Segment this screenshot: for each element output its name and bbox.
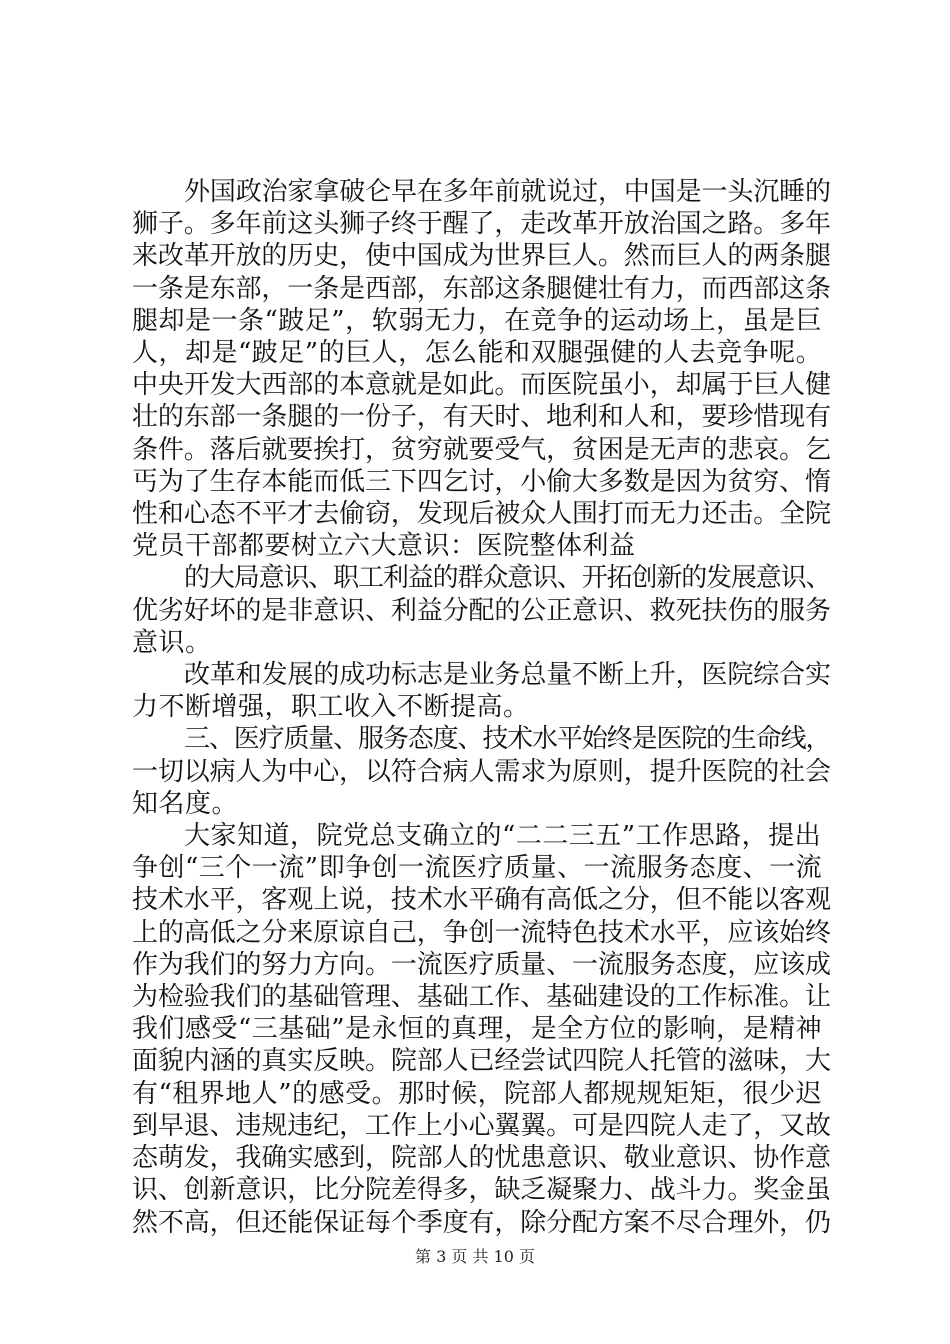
text-line: 三、医疗质量、服务态度、技术水平始终是医院的生命线， — [184, 724, 831, 755]
text-line: 中央开发大西部的本意就是如此。而医院虽小，却属于巨人健 — [132, 370, 831, 401]
text-line: 上的高低之分来原谅自己，争创一流特色技术水平，应该始终 — [132, 917, 831, 948]
paragraph — [132, 659, 832, 723]
text-line: 识、创新意识，比分院差得多，缺乏凝聚力、战斗力。奖金虽 — [132, 1175, 831, 1206]
text-line: 腿却是一条“跛足”，软弱无力，在竞争的运动场上，虽是巨 — [132, 305, 823, 336]
text-line: 丐为了生存本能而低三下四乞讨，小偷大多数是因为贫穷、惰 — [132, 466, 831, 497]
text-line: 外国政治家拿破仑早在多年前就说过，中国是一头沉睡的 — [184, 177, 831, 207]
paragraph — [132, 723, 832, 820]
text-line: 争创“三个一流”即争创一流医疗质量、一流服务态度、一流 — [132, 853, 823, 884]
text-line: 知名度。 — [132, 788, 239, 819]
text-line: 优劣好坏的是非意识、利益分配的公正意识、救死扶伤的服务 — [132, 595, 831, 626]
text-line: 条件。落后就要挨打，贫穷就要受气，贫困是无声的悲哀。乞 — [132, 434, 831, 465]
text-line: 人，却是“跛足”的巨人，怎么能和双腿强健的人去竞争呢。 — [132, 338, 823, 369]
paragraph — [132, 820, 832, 1239]
text-line: 的大局意识、职工利益的群众意识、开拓创新的发展意识、 — [184, 563, 831, 594]
text-line: 来改革开放的历史，使中国成为世界巨人。然而巨人的两条腿 — [132, 241, 831, 272]
text-line: 大家知道，院党总支确立的“二二三五”工作思路，提出 — [184, 821, 822, 852]
text-line: 技术水平，客观上说，技术水平确有高低之分，但不能以客观 — [132, 885, 831, 916]
text-line: 党员干部都要树立六大意识：医院整体利益 — [132, 531, 636, 562]
text-line: 意识。 — [132, 627, 212, 658]
text-line: 一切以病人为中心，以符合病人需求为原则，提升医院的社会 — [132, 756, 831, 787]
text-line: 面貌内涵的真实反映。院部人已经尝试四院人托管的滋味，大 — [132, 1046, 831, 1077]
paragraph — [132, 176, 832, 562]
text-line: 为检验我们的基础管理、基础工作、基础建设的工作标准。让 — [132, 982, 831, 1013]
document-body — [132, 176, 832, 1239]
page-footer: 第 3 页 共 10 页 — [415, 1247, 535, 1266]
text-line: 改革和发展的成功标志是业务总量不断上升，医院综合实 — [184, 660, 831, 691]
text-line: 壮的东部一条腿的一份子，有天时、地利和人和，要珍惜现有 — [132, 402, 831, 433]
text-line: 狮子。多年前这头狮子终于醒了，走改革开放治国之路。多年 — [132, 209, 831, 240]
paragraph — [132, 562, 832, 659]
text-line: 我们感受“三基础”是永恒的真理，是全方位的影响，是精神 — [132, 1014, 823, 1045]
text-line: 态萌发，我确实感到，院部人的忧患意识、敬业意识、协作意 — [132, 1143, 831, 1174]
text-line: 到早退、违规违纪，工作上小心翼翼。可是四院人走了，又故 — [132, 1110, 831, 1141]
text-line: 作为我们的努力方向。一流医疗质量、一流服务态度，应该成 — [132, 949, 831, 980]
text-line: 性和心态不平才去偷窃，发现后被众人围打而无力还击。全院 — [132, 499, 831, 530]
text-line: 然不高，但还能保证每个季度有，除分配方案不尽合理外，仍 — [132, 1207, 831, 1238]
text-line: 有“租界地人”的感受。那时候，院部人都规规矩矩，很少迟 — [132, 1078, 823, 1109]
text-line: 一条是东部，一条是西部，东部这条腿健壮有力，而西部这条 — [132, 273, 831, 304]
text-line: 力不断增强，职工收入不断提高。 — [132, 692, 530, 723]
